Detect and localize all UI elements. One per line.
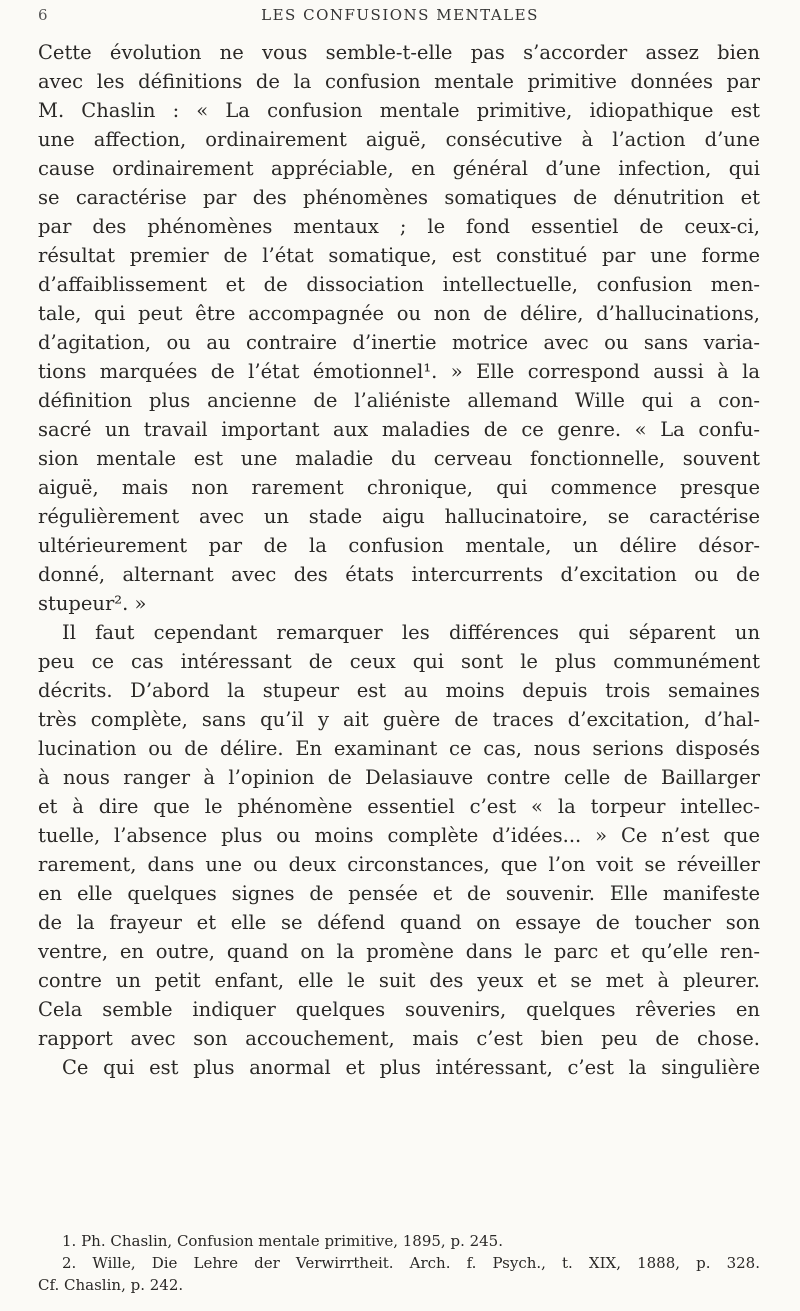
text-line: M. Chaslin : « La confusion mentale primitive, idiopathique est [38,99,760,122]
text-line: à nous ranger à l’opinion de Delasiauve contre celle de Baillarger [38,766,760,789]
text-line: peu ce cas intéressant de ceux qui sont le plus communément [38,650,760,673]
text-line: régulièrement avec un stade aigu hallucinatoire, se caractérise [38,505,760,528]
text-line: par des phénomènes mentaux ; le fond essentiel de ceux-ci, [38,215,760,238]
text-line: et à dire que le phénomène essentiel c’est « la torpeur intellec- [38,795,760,818]
footnote-line: Cf. Chaslin, p. 242. [38,1276,184,1294]
text-line: cause ordinairement appréciable, en général d’une infection, qui [38,157,760,180]
text-line: tions marquées de l’état émotionnel¹. » Elle correspond aussi à la [38,360,760,383]
text-line: Cela semble indiquer quelques souvenirs, quelques rêveries en [38,998,760,1021]
text-line: Ce qui est plus anormal et plus intéressant, c’est la singulière [62,1056,760,1079]
text-line: rarement, dans une ou deux circonstances, que l’on voit se réveiller [38,853,760,876]
page-number: 6 [38,6,48,24]
text-line: stupeur². » [38,592,147,615]
text-line: Cette évolution ne vous semble-t-elle pas s’accorder assez bien [38,41,760,64]
text-line: donné, alternant avec des états intercurrents d’excitation ou de [38,563,760,586]
text-line: définition plus ancienne de l’aliéniste allemand Wille qui a con- [38,389,760,412]
text-line: tale, qui peut être accompagnée ou non de délire, d’hallucinations, [38,302,760,325]
text-line: d’affaiblissement et de dissociation intellectuelle, confusion men- [38,273,760,296]
text-line: de la frayeur et elle se défend quand on essaye de toucher son [38,911,760,934]
text-line: en elle quelques signes de pensée et de souvenir. Elle manifeste [38,882,760,905]
text-line: une affection, ordinairement aiguë, consécutive à l’action d’une [38,128,760,151]
text-line: décrits. D’abord la stupeur est au moins depuis trois semaines [38,679,760,702]
text-line: avec les définitions de la confusion mentale primitive données par [38,70,760,93]
text-line: sion mentale est une maladie du cerveau fonctionnelle, souvent [38,447,760,470]
footnote-line: 1. Ph. Chaslin, Confusion mentale primitive, 1895, p. 245. [62,1232,503,1250]
text-line: rapport avec son accouchement, mais c’est bien peu de chose. [38,1027,760,1050]
running-title: LES CONFUSIONS MENTALES [261,6,539,24]
text-line: ultérieurement par de la confusion mentale, un délire désor- [38,534,760,557]
footnotes [38,1230,760,1296]
text-line: se caractérise par des phénomènes somatiques de dénutrition et [38,186,760,209]
text-line: tuelle, l’absence plus ou moins complète d’idées... » Ce n’est que [38,824,760,847]
text-line: lucination ou de délire. En examinant ce cas, nous serions disposés [38,737,760,760]
body-text [38,38,760,1082]
text-line: résultat premier de l’état somatique, est constitué par une forme [38,244,760,267]
text-line: Il faut cependant remarquer les différences qui séparent un [62,621,760,644]
text-line: aiguë, mais non rarement chronique, qui commence presque [38,476,760,499]
text-line: ventre, en outre, quand on la promène dans le parc et qu’elle ren- [38,940,760,963]
text-line: sacré un travail important aux maladies de ce genre. « La confu- [38,418,760,441]
page-header [0,6,800,28]
text-line: contre un petit enfant, elle le suit des yeux et se met à pleurer. [38,969,760,992]
footnote-line: 2. Wille, Die Lehre der Verwirrtheit. Arch. f. Psych., t. XIX, 1888, p. 328. [62,1254,760,1272]
text-line: très complète, sans qu’il y ait guère de traces d’excitation, d’hal- [38,708,760,731]
text-line: d’agitation, ou au contraire d’inertie motrice avec ou sans varia- [38,331,760,354]
